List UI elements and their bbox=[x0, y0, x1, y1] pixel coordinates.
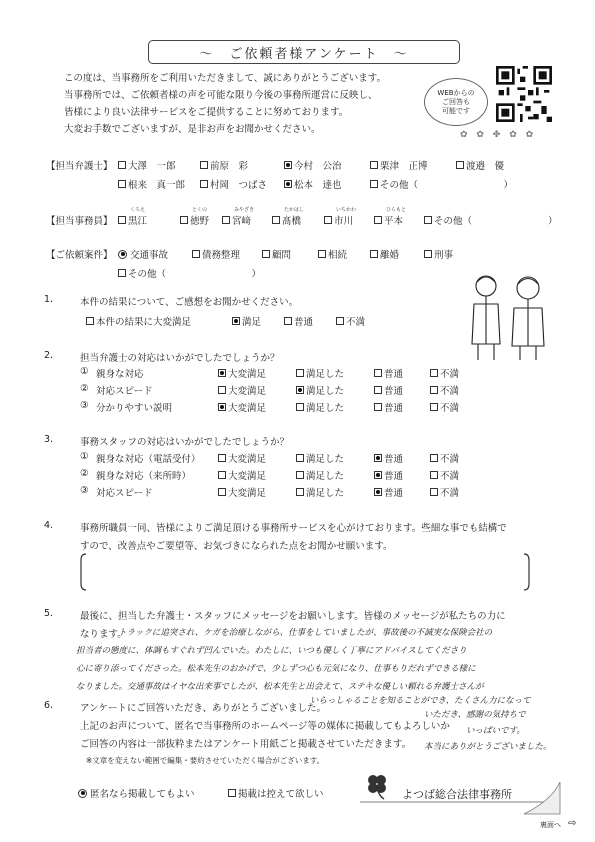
checkbox[interactable] bbox=[374, 216, 382, 224]
lawyer-option[interactable]: 松本 達也 bbox=[284, 177, 342, 191]
question-6-line: アンケートにご回答いただき、ありがとうございました。 bbox=[80, 703, 327, 714]
question-4-line: 事務所職員一同、皆様によりご満足頂ける事務所サービスを心がけております。些細な事でも結構で bbox=[80, 523, 507, 534]
staff-option[interactable]: くろえ 黒江 bbox=[118, 213, 147, 227]
firm-name: よつば総合法律事務所 bbox=[402, 788, 512, 801]
checkbox[interactable] bbox=[296, 454, 304, 462]
checkbox[interactable] bbox=[296, 369, 304, 377]
checkbox[interactable] bbox=[430, 488, 438, 496]
rating-option[interactable] bbox=[430, 400, 459, 414]
publish-option-decline[interactable]: 掲載は控えて欲しい bbox=[228, 786, 324, 800]
rating-option-label: 満足した bbox=[306, 471, 345, 482]
lawyer-option[interactable]: 村岡 つばさ bbox=[200, 177, 267, 191]
checkbox[interactable] bbox=[374, 369, 382, 377]
rating-option[interactable] bbox=[374, 485, 403, 499]
checkbox[interactable] bbox=[218, 471, 226, 479]
rating-option[interactable] bbox=[374, 400, 403, 414]
checkbox[interactable] bbox=[86, 317, 94, 325]
rating-option-label: 大変満足 bbox=[228, 369, 267, 380]
handwritten-line: 心に寄り添ってくださった。松本先生のおかげで、少しずつ心も元気になり、仕事もりだれずできる様に bbox=[76, 664, 476, 674]
checkbox-checked[interactable] bbox=[296, 386, 304, 394]
staff-option[interactable]: たかはし 髙橋 bbox=[272, 213, 301, 227]
q1-option[interactable]: 普通 bbox=[284, 314, 313, 328]
intro-text: この度は、当事務所をご利用いただきまして、誠にありがとうございます。 当事務所では、ご依頼者様の声を可能な限り今後の事務所運営に反映し、 皆様により良い法律サービスをご提供することに努めております。 大変お手数でございますが、是非お声をお聞かせください。 bbox=[64, 73, 387, 135]
checkbox[interactable] bbox=[430, 369, 438, 377]
rating-option[interactable] bbox=[218, 485, 266, 499]
checkbox[interactable] bbox=[118, 161, 126, 169]
row-label: 親身な対応 bbox=[96, 369, 144, 380]
checkbox-checked[interactable] bbox=[284, 161, 292, 169]
checkbox[interactable] bbox=[118, 180, 126, 188]
q1-option[interactable]: 本件の結果に大変満足 bbox=[86, 314, 191, 328]
checkbox[interactable] bbox=[272, 216, 280, 224]
checkbox[interactable] bbox=[318, 250, 326, 258]
lawyer-option[interactable]: 前原 彩 bbox=[200, 158, 248, 172]
checkbox[interactable] bbox=[262, 250, 270, 258]
handwritten-line: 担当者の態度に、体調もすぐれず凹んでいた。わたしに、いつも優しく丁寧にアドバイスしてくださり bbox=[76, 646, 467, 656]
rating-option[interactable] bbox=[296, 468, 344, 482]
divider bbox=[360, 800, 546, 804]
case-option[interactable]: 顧問 bbox=[262, 247, 291, 261]
radio-checked[interactable] bbox=[78, 789, 87, 798]
rating-option-label: 満足した bbox=[306, 386, 345, 397]
row-label: 分かりやすい説明 bbox=[96, 403, 173, 414]
checkbox[interactable] bbox=[118, 269, 126, 277]
rating-option-label: 満足した bbox=[306, 488, 345, 499]
question-number: 5. bbox=[44, 608, 54, 619]
question-5-line: 最後に、担当した弁護士・スタッフにメッセージをお願いします。皆様のメッセージが私たちの力に bbox=[80, 611, 506, 622]
question-number: 2. bbox=[44, 350, 54, 361]
rating-option[interactable] bbox=[374, 468, 403, 482]
case-option[interactable]: 債務整理 bbox=[192, 247, 240, 261]
checkbox[interactable] bbox=[228, 789, 236, 797]
checkbox[interactable] bbox=[284, 317, 292, 325]
lawyers-illustration-icon bbox=[464, 270, 554, 362]
checkbox[interactable] bbox=[200, 180, 208, 188]
rating-option-label: 普通 bbox=[384, 386, 404, 397]
rating-option-label: 不満 bbox=[440, 369, 460, 380]
question-2-text: 担当弁護士の対応はいかがでしたでしょうか？ bbox=[80, 353, 280, 364]
checkbox[interactable] bbox=[296, 471, 304, 479]
checkbox[interactable] bbox=[456, 161, 464, 169]
rating-option[interactable] bbox=[430, 383, 459, 397]
checkbox[interactable] bbox=[430, 403, 438, 411]
qr-code-icon[interactable] bbox=[496, 66, 552, 122]
rating-option-label: 大変満足 bbox=[228, 488, 267, 499]
checkbox[interactable] bbox=[424, 250, 432, 258]
checkbox[interactable] bbox=[296, 403, 304, 411]
checkbox[interactable] bbox=[424, 216, 432, 224]
checkbox[interactable] bbox=[222, 216, 230, 224]
checkbox[interactable] bbox=[218, 386, 226, 394]
rating-option[interactable] bbox=[218, 451, 266, 465]
rating-option[interactable] bbox=[296, 485, 344, 499]
checkbox[interactable] bbox=[324, 216, 332, 224]
case-option[interactable]: 交通事故 bbox=[118, 247, 168, 262]
checkbox[interactable] bbox=[370, 250, 378, 258]
checkbox[interactable] bbox=[192, 250, 200, 258]
lawyer-option[interactable]: 栗津 正博 bbox=[370, 158, 428, 172]
rating-option-label: 不満 bbox=[440, 488, 460, 499]
lawyer-label: 【担当弁護士】 bbox=[46, 161, 113, 172]
lawyer-option[interactable]: その他（ ） bbox=[370, 177, 513, 191]
rating-option[interactable] bbox=[374, 366, 403, 380]
lawyer-option[interactable]: 大澤 一郎 bbox=[118, 158, 176, 172]
question-4-line: すので、改善点やご要望等、お気づきになられた点をお聞かせ願います。 bbox=[80, 541, 393, 552]
checkbox[interactable] bbox=[200, 161, 208, 169]
question-6-line: 上記のお声について、匿名で当事務所のホームページ等の媒体に掲載してもよろしいか bbox=[80, 721, 450, 732]
rating-option-label: 不満 bbox=[440, 471, 460, 482]
checkbox[interactable] bbox=[336, 317, 344, 325]
lawyer-option[interactable]: 今村 公治 bbox=[284, 158, 342, 172]
rating-option-label: 普通 bbox=[384, 471, 404, 482]
checkbox[interactable] bbox=[218, 488, 226, 496]
checkbox[interactable] bbox=[118, 216, 126, 224]
question-6-line: ご回答の内容は一部抜粋またはアンケート用紙ごと掲載させていただきます。 bbox=[80, 739, 412, 750]
checkbox[interactable] bbox=[430, 471, 438, 479]
radio-checked[interactable] bbox=[118, 250, 127, 259]
rating-option[interactable] bbox=[296, 451, 344, 465]
rating-option-label: 大変満足 bbox=[228, 403, 267, 414]
row-number: ② bbox=[80, 383, 89, 394]
row-number: ③ bbox=[80, 485, 89, 496]
row-number: ② bbox=[80, 468, 89, 479]
rating-option-label: 普通 bbox=[384, 488, 404, 499]
checkbox-checked[interactable] bbox=[218, 403, 226, 411]
case-option[interactable]: 離婚 bbox=[370, 247, 399, 261]
rating-option-label: 大変満足 bbox=[228, 471, 267, 482]
question-1-text: 本件の結果について、ご感想をお聞かせください。 bbox=[80, 297, 299, 308]
rating-option-label: 不満 bbox=[440, 454, 460, 465]
page-curl-icon bbox=[522, 780, 562, 816]
question-5-line: なります。 bbox=[80, 629, 127, 640]
q1-option[interactable]: 満足 bbox=[232, 314, 261, 328]
checkbox[interactable] bbox=[370, 180, 378, 188]
question-number: 3. bbox=[44, 434, 54, 445]
comment-box[interactable] bbox=[80, 552, 530, 592]
rating-option[interactable] bbox=[296, 400, 344, 414]
row-label: 親身な対応（電話受付） bbox=[96, 454, 201, 465]
row-label: 親身な対応（来所時） bbox=[96, 471, 192, 482]
checkbox[interactable] bbox=[374, 386, 382, 394]
checkbox-checked[interactable] bbox=[232, 317, 240, 325]
rating-option-label: 普通 bbox=[384, 454, 404, 465]
row-number: ③ bbox=[80, 400, 89, 411]
staff-option[interactable]: とくの 徳野 bbox=[180, 213, 209, 227]
question-number: 1. bbox=[44, 294, 54, 305]
rating-option-label: 不満 bbox=[440, 386, 460, 397]
checkbox[interactable] bbox=[430, 454, 438, 462]
clover-decoration-icon: ✿ ✿ ✤ ✿ ✿ bbox=[460, 130, 537, 140]
row-number: ① bbox=[80, 451, 89, 462]
case-option[interactable]: その他（ ） bbox=[118, 266, 261, 280]
rating-option[interactable] bbox=[430, 468, 459, 482]
rating-option[interactable] bbox=[374, 383, 403, 397]
checkbox[interactable] bbox=[370, 161, 378, 169]
rating-option[interactable] bbox=[374, 451, 403, 465]
rating-option[interactable] bbox=[218, 383, 266, 397]
turn-page-label[interactable]: 裏面へ bbox=[540, 821, 561, 829]
handwritten-line: トラックに追突され、ケガを治療しながら、仕事をしていましたが、事故後の不誠実な保険会社の bbox=[118, 628, 493, 638]
web-answer-bubble: WEBからの ご回答も 可能です bbox=[424, 78, 488, 126]
rating-option-label: 大変満足 bbox=[228, 454, 267, 465]
clover-logo-icon bbox=[362, 770, 392, 800]
checkbox-checked[interactable] bbox=[374, 454, 382, 462]
rating-option[interactable] bbox=[296, 383, 344, 397]
row-label: 対応スピード bbox=[96, 488, 153, 499]
rating-option[interactable] bbox=[218, 366, 266, 380]
row-number: ① bbox=[80, 366, 89, 377]
staff-option[interactable]: その他（ ） bbox=[424, 213, 558, 227]
staff-option[interactable]: いちかわ 市川 bbox=[324, 213, 353, 227]
rating-option[interactable] bbox=[430, 485, 459, 499]
case-label: 【ご依頼案件】 bbox=[46, 250, 113, 261]
rating-option-label: 普通 bbox=[384, 403, 404, 414]
rating-option-label: 不満 bbox=[440, 403, 460, 414]
staff-label: 【担当事務員】 bbox=[46, 216, 113, 227]
handwritten-line: 本当にありがとうございました。 bbox=[424, 742, 552, 752]
case-option[interactable]: 相続 bbox=[318, 247, 347, 261]
checkbox[interactable] bbox=[430, 386, 438, 394]
q1-option[interactable]: 不満 bbox=[336, 314, 365, 328]
question-number: 4. bbox=[44, 520, 54, 531]
edit-note: ※文章を変えない範囲で編集・要約させていただく場合がございます。 bbox=[86, 756, 325, 765]
checkbox-checked[interactable] bbox=[374, 471, 382, 479]
handwritten-line: いただき、感謝の気持ちで bbox=[424, 710, 526, 720]
publish-option-anonymous[interactable]: 匿名なら掲載してもよい bbox=[78, 786, 195, 800]
checkbox-checked[interactable] bbox=[284, 180, 292, 188]
row-label: 対応スピード bbox=[96, 386, 153, 397]
question-number: 6. bbox=[44, 700, 54, 711]
arrow-right-icon: ⇨ bbox=[568, 818, 577, 829]
question-3-text: 事務スタッフの対応はいかがでしたでしょうか？ bbox=[80, 437, 290, 448]
checkbox[interactable] bbox=[374, 403, 382, 411]
checkbox[interactable] bbox=[180, 216, 188, 224]
rating-option[interactable] bbox=[218, 468, 266, 482]
rating-option-label: 満足した bbox=[306, 369, 345, 380]
rating-option[interactable] bbox=[296, 366, 344, 380]
staff-option[interactable]: みやざき 宮﨑 bbox=[222, 213, 251, 227]
survey-title: ～ ご依頼者様アンケート ～ bbox=[148, 40, 460, 64]
rating-option[interactable] bbox=[430, 366, 459, 380]
checkbox[interactable] bbox=[218, 454, 226, 462]
checkbox-checked[interactable] bbox=[374, 488, 382, 496]
rating-option-label: 普通 bbox=[384, 369, 404, 380]
checkbox-checked[interactable] bbox=[218, 369, 226, 377]
staff-option[interactable]: ひらもと 平本 bbox=[374, 213, 403, 227]
rating-option-label: 大変満足 bbox=[228, 386, 267, 397]
lawyer-option[interactable]: 根来 真一郎 bbox=[118, 177, 185, 191]
lawyer-option[interactable]: 渡邉 優 bbox=[456, 158, 504, 172]
case-option[interactable]: 刑事 bbox=[424, 247, 453, 261]
rating-option[interactable] bbox=[430, 451, 459, 465]
handwritten-line: いらっしゃることを知ることができ、たくさん力になって bbox=[310, 696, 531, 706]
handwritten-line: いっぱいです。 bbox=[466, 726, 525, 736]
rating-option-label: 満足した bbox=[306, 403, 345, 414]
rating-option[interactable] bbox=[218, 400, 266, 414]
checkbox[interactable] bbox=[296, 488, 304, 496]
handwritten-line: なりました。交通事故はイヤな出来事でしたが、松本先生と出会えて、ステキな優しい頼れる弁護士さんが bbox=[76, 682, 484, 692]
rating-option-label: 満足した bbox=[306, 454, 345, 465]
